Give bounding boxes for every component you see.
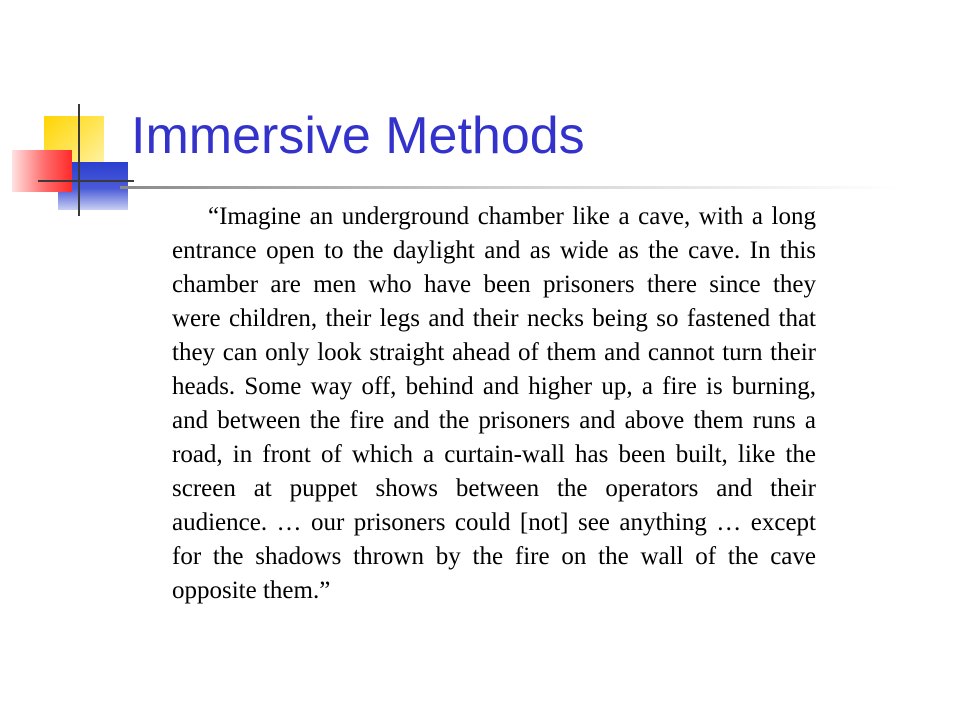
horizontal-line: [38, 180, 134, 182]
decorative-squares-logo: [0, 0, 140, 220]
quote-text: “Imagine an underground chamber like a cave, with a long entrance open to the daylight and as wide as the cave. In this chamber are men who have been prisoners there since they were children, their legs and their necks being so fastened that they can only look straight ahead of them and cannot turn their heads. Some way off, behind and higher up, a fire is burning, and between the fire and the prisoners and above them runs a road, in front of which a curtain-wall has been built, like the screen at puppet shows between the operators and their audience. … our prisoners could [not] see anything … except for the shadows thrown by the fire on the wall of the cave opposite them.”: [172, 203, 816, 604]
title-underline: [120, 186, 900, 189]
vertical-line: [78, 104, 80, 216]
slide-title: Immersive Methods: [131, 107, 585, 165]
red-square: [12, 150, 72, 192]
